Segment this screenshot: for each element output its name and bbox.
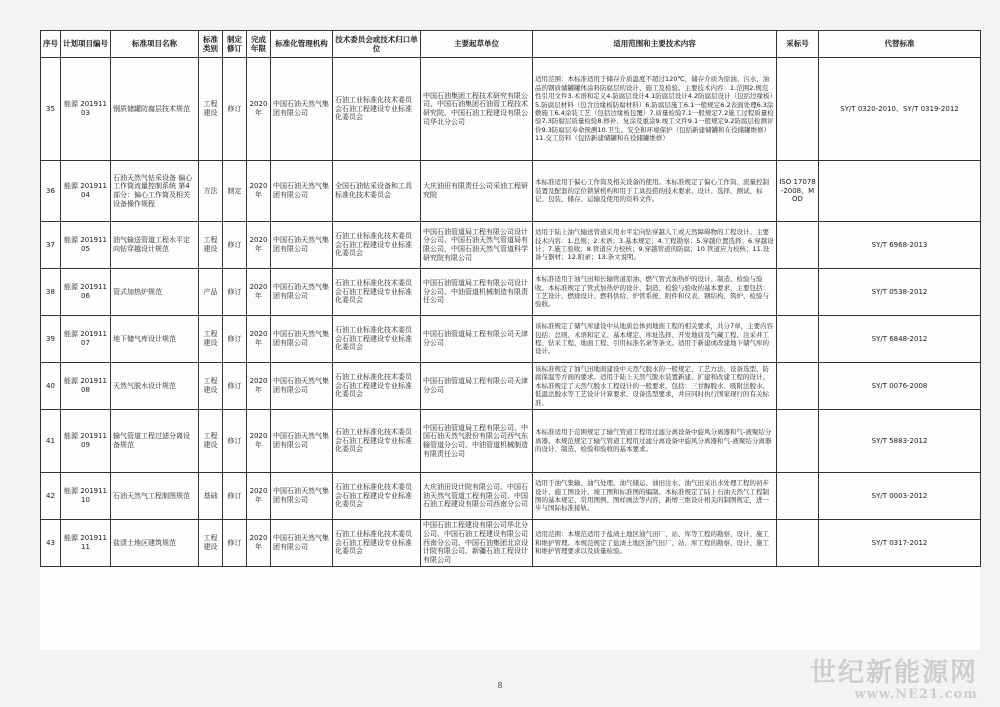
cell-type: 修订 — [223, 410, 247, 473]
cell-adopt — [777, 520, 819, 567]
cell-type: 修订 — [223, 316, 247, 363]
cell-admin: 中国石油天然气集团有限公司 — [271, 363, 333, 410]
cell-cat: 基础 — [199, 473, 223, 520]
cell-adopt — [777, 473, 819, 520]
cell-code: 能源 20191108 — [61, 363, 111, 410]
cell-replace: SY/T 0076-2008 — [819, 363, 981, 410]
cell-scope: 适用于油气集输、油气处理、油气储运、油田注水、油气田采出水处理工程的初步设计、施工图设计、竣工图和标准图的编制。本标准规定了陆上石油天然气工程制图的基本规定、常用图例、图样画法等内容，新增三维设计相关的制图规定，进一步与国际标准接轨。 — [533, 473, 777, 520]
cell-drafter: 中国石油集团工程技术研究有限公司、中国石油集团石油管工程技术研究院、中国石油工程建设有限公司华北分公司 — [421, 58, 533, 161]
table-row — [41, 58, 981, 161]
cell-scope: 适用于陆上油气输送管道采用水平定向钻穿越人工或天然障碍物的工程设计。主要技术内容：1.总则；2.术语；3.基本规定；4.工程勘察；5.穿越位置选择；6.穿越设计；7.施工验收；8.管道应力校核；9.穿越管道的防腐；10.管道应力校核；11.设备与器材；12.附录；13.条文说明。 — [533, 222, 777, 269]
cell-scope: 该标准规定了储气库建设中从地质总体到地面工程的相关要求，共分7章，主要内容包括：总则、术语和定义、基本规定、库址选择、开发地质及气藏工程、注采井工程、钻采工程、地面工程、引用标准名录等条文。适用于新建或改建地下储气库的设计。 — [533, 316, 777, 363]
cell-seq: 37 — [41, 222, 61, 269]
cell-scope: 本标准适用于油气田和长输管道原油、燃气管式加热炉的设计、制造、检验与验收。本标准规定了管式加热炉的设计、制造、检验与验收的基本要求，主要包括：工艺设计、燃烧设计、燃料供给、炉管系统、附件和仪表、钢结构、筑炉、检验与验收。 — [533, 269, 777, 316]
watermark-logo — [810, 652, 978, 702]
cell-committee: 石油工业标准化技术委员会石油工程建设专业标准化委员会 — [333, 269, 421, 316]
cell-cat: 工程建设 — [199, 316, 223, 363]
cell-admin: 中国石油天然气集团有限公司 — [271, 269, 333, 316]
cell-committee: 石油工业标准化技术委员会石油工程建设专业标准化委员会 — [333, 222, 421, 269]
cell-seq: 42 — [41, 473, 61, 520]
column-header: 技术委员会或技术归口单位 — [333, 31, 421, 58]
cell-seq: 35 — [41, 58, 61, 161]
column-header: 标准化管理机构 — [271, 31, 333, 58]
column-header: 制定修订 — [223, 31, 247, 58]
cell-cat: 工程建设 — [199, 222, 223, 269]
cell-scope: 适用范围：本标准适用于储存介质温度不超过120℃，储存介质为原油、污水、油品的钢质储罐罐体涂料防腐层的设计、施工及检验。主要技术内容：1.范围2.规范性引用文件3.术语和定义4.防腐层设计4.1防腐层设计4.2防腐层设计（包括边缘板）5.防腐层材料（包含边缘板防腐材料）6.防腐层施工6.1一般规定6.2表面处理6.3涂敷施工6.4涂装工艺（包括边缘板包覆）7.质量检验7.1一般规定7.2施工过程质量检验7.3防腐层质量检验8.修补、复涂及重涂9.竣工文件9.1一般规定9.2防腐层检测评价9.3防腐层寿命预测10.卫生、安全和环境保护（包括新建储罐和在役储罐维修）11.交工资料（包括新建储罐和在役储罐维修） — [533, 58, 777, 161]
column-header: 标准项目名称 — [111, 31, 199, 58]
standards-table — [40, 30, 981, 567]
cell-code: 能源 20191111 — [61, 520, 111, 567]
cell-committee: 石油工业标准化技术委员会石油工程建设专业标准化委员会 — [333, 520, 421, 567]
cell-type: 修订 — [223, 58, 247, 161]
cell-admin: 中国石油天然气集团有限公司 — [271, 410, 333, 473]
column-header: 适用范围和主要技术内容 — [533, 31, 777, 58]
cell-seq: 40 — [41, 363, 61, 410]
cell-code: 能源 20191104 — [61, 161, 111, 222]
table-row — [41, 473, 981, 520]
column-header: 主要起草单位 — [421, 31, 533, 58]
cell-name: 盐渍土地区建筑规范 — [111, 520, 199, 567]
column-header: 代替标准 — [819, 31, 981, 58]
cell-year: 2020年 — [247, 316, 271, 363]
cell-seq: 36 — [41, 161, 61, 222]
cell-admin: 中国石油天然气集团有限公司 — [271, 520, 333, 567]
cell-drafter: 中国石油管道局工程有限公司、中国石油天然气股份有限公司西气东输管道分公司、中油管道机械制造有限责任公司 — [421, 410, 533, 473]
watermark-line2: www.NE21.com — [854, 687, 978, 702]
cell-type: 制定 — [223, 161, 247, 222]
column-header: 采标号 — [777, 31, 819, 58]
cell-code: 能源 20191109 — [61, 410, 111, 473]
cell-replace: SY/T 5883-2012 — [819, 410, 981, 473]
cell-replace: SY/T 0320-2010、SY/T 0319-2012 — [819, 58, 981, 161]
cell-drafter: 中国石油管道局工程有限公司天津分公司 — [421, 316, 533, 363]
header-row — [41, 31, 981, 58]
cell-year: 2020年 — [247, 363, 271, 410]
cell-type: 修订 — [223, 222, 247, 269]
cell-cat: 工程建设 — [199, 58, 223, 161]
cell-name: 管式加热炉规范 — [111, 269, 199, 316]
cell-type: 修订 — [223, 363, 247, 410]
cell-adopt — [777, 410, 819, 473]
cell-seq: 41 — [41, 410, 61, 473]
column-header: 计划项目编号 — [61, 31, 111, 58]
cell-year: 2020年 — [247, 473, 271, 520]
cell-type: 修订 — [223, 520, 247, 567]
table-row — [41, 161, 981, 222]
cell-scope: 本标准适用于偏心工作筒及相关设备的使用。本标准规定了偏心工作筒、流量控制装置及配套的定位锁紧机构和用于工具投捞的技术要求、设计、选择、测试、标记、包装、储存、运输及使用的资料文件。 — [533, 161, 777, 222]
cell-admin: 中国石油天然气集团有限公司 — [271, 58, 333, 161]
cell-drafter: 大庆油田设计院有限公司、中国石油天然气管道工程有限公司、中国石油工程建设有限公司西南分公司 — [421, 473, 533, 520]
cell-code: 能源 20191105 — [61, 222, 111, 269]
cell-admin: 中国石油天然气集团有限公司 — [271, 473, 333, 520]
cell-year: 2020年 — [247, 58, 271, 161]
cell-name: 石油天然气钻采设备 偏心工作筒流量控制系统 第4部分：偏心工作筒及相关设备操作规程 — [111, 161, 199, 222]
cell-drafter: 中国石油管道局工程有限公司设计分公司、中国石油天然气管道局有限公司、中国石油天然气管道科学研究院有限公司 — [421, 222, 533, 269]
cell-code: 能源 20191110 — [61, 473, 111, 520]
document-sheet — [40, 30, 980, 650]
cell-committee: 石油工业标准化技术委员会石油工程建设专业标准化委员会 — [333, 473, 421, 520]
cell-code: 能源 20191106 — [61, 269, 111, 316]
column-header: 完成年限 — [247, 31, 271, 58]
cell-replace — [819, 161, 981, 222]
cell-drafter: 中国石油管道局工程有限公司天津分公司 — [421, 363, 533, 410]
cell-committee: 石油工业标准化技术委员会石油工程建设专业标准化委员会 — [333, 363, 421, 410]
cell-committee: 石油工业标准化技术委员会石油工程建设专业标准化委员会 — [333, 316, 421, 363]
cell-replace: SY/T 6968-2013 — [819, 222, 981, 269]
cell-replace: SY/T 0538-2012 — [819, 269, 981, 316]
cell-cat: 工程建设 — [199, 363, 223, 410]
cell-admin: 中国石油天然气集团有限公司 — [271, 161, 333, 222]
cell-year: 2020年 — [247, 410, 271, 473]
cell-drafter: 大庆油田有限责任公司采油工程研究院 — [421, 161, 533, 222]
cell-name: 天然气脱水设计规范 — [111, 363, 199, 410]
table-row — [41, 363, 981, 410]
cell-name: 输气管道工程过滤分离设备规范 — [111, 410, 199, 473]
cell-name: 钢质储罐防腐层技术规范 — [111, 58, 199, 161]
cell-replace: SY/T 0317-2012 — [819, 520, 981, 567]
cell-year: 2020年 — [247, 161, 271, 222]
table-row — [41, 520, 981, 567]
cell-seq: 39 — [41, 316, 61, 363]
cell-name: 石油天然气工程制图规范 — [111, 473, 199, 520]
cell-year: 2020年 — [247, 269, 271, 316]
cell-seq: 43 — [41, 520, 61, 567]
cell-seq: 38 — [41, 269, 61, 316]
cell-replace: SY/T 0003-2012 — [819, 473, 981, 520]
cell-name: 地下储气库设计规范 — [111, 316, 199, 363]
cell-code: 能源 20191103 — [61, 58, 111, 161]
cell-drafter: 中国石油管道局工程有限公司设计分公司、中油管道机械制造有限责任公司 — [421, 269, 533, 316]
page-number: 8 — [497, 681, 503, 690]
cell-adopt — [777, 363, 819, 410]
cell-adopt — [777, 269, 819, 316]
table-row — [41, 269, 981, 316]
cell-committee: 全国石油钻采设备和工具标准化技术委员会 — [333, 161, 421, 222]
cell-cat: 工程建设 — [199, 410, 223, 473]
cell-year: 2020年 — [247, 520, 271, 567]
cell-scope: 本标准适用于范围规定了输气管道工程用过滤分离设备中旋风分离器和气-液聚结分离器。本规范规定了输气管道工程用过滤分离设备中旋风分离器和气-液聚结分离器的设计、制造、检验和验收的基本要求。 — [533, 410, 777, 473]
cell-admin: 中国石油天然气集团有限公司 — [271, 316, 333, 363]
cell-drafter: 中国石油工程建设有限公司华北分公司、中国石油工程建设有限公司西南分公司、中国石油集团北京设计院有限公司、新疆石油工程设计有限公司 — [421, 520, 533, 567]
column-header: 序号 — [41, 31, 61, 58]
cell-cat: 方法 — [199, 161, 223, 222]
watermark-line1: 世纪新能源网 — [809, 658, 978, 688]
cell-committee: 石油工业标准化技术委员会石油工程建设专业标准化委员会 — [333, 410, 421, 473]
cell-adopt — [777, 316, 819, 363]
cell-replace: SY/T 6848-2012 — [819, 316, 981, 363]
table-row — [41, 410, 981, 473]
cell-year: 2020年 — [247, 222, 271, 269]
cell-scope: 该标准规定了油气田地面建设中天然气脱水的一般规定、工艺方法、设备选型、防腐保温等方面的要求。适用于陆上天然气脱水装置新建、扩建和改建工程的设计。本标准规定了天然气脱水工程设计的一般要求，包括：三甘醇脱水、吸附法脱水、低温法脱水等工艺设计计算要求、设备选型要求，并应同时执行国家现行的有关标准。 — [533, 363, 777, 410]
table-row — [41, 316, 981, 363]
column-header: 标准类别 — [199, 31, 223, 58]
cell-type: 修订 — [223, 473, 247, 520]
cell-name: 油气输送管道工程水平定向钻穿越设计规范 — [111, 222, 199, 269]
cell-cat: 工程建设 — [199, 520, 223, 567]
cell-scope: 适用范围：本规范适用于盐渍土地区油气田厂、站、库等工程的勘察、设计、施工和维护管理。本规范规定了盐渍土地区油气田厂、站、库工程的勘察、设计、施工和维护管理要求以及质量检验。 — [533, 520, 777, 567]
cell-type: 修订 — [223, 269, 247, 316]
cell-cat: 产品 — [199, 269, 223, 316]
table-row — [41, 222, 981, 269]
cell-adopt: ISO 17078-2008，MOD — [777, 161, 819, 222]
cell-code: 能源 20191107 — [61, 316, 111, 363]
cell-committee: 石油工业标准化技术委员会石油工程建设专业标准化委员会 — [333, 58, 421, 161]
cell-adopt — [777, 58, 819, 161]
cell-adopt — [777, 222, 819, 269]
cell-admin: 中国石油天然气集团有限公司 — [271, 222, 333, 269]
